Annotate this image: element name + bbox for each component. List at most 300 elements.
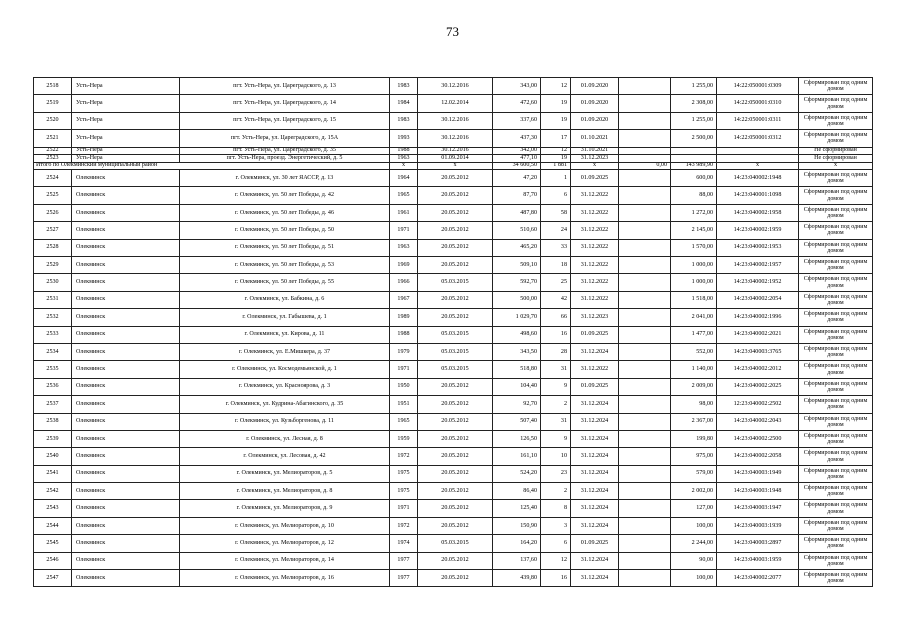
- inclusion-date-cell: 30.12.2016: [418, 130, 493, 147]
- address-cell: г. Олекминск, ул. Лесовая, д. 42: [180, 448, 390, 465]
- deadline-date-cell: 01.09.2020: [571, 112, 619, 129]
- year-built-cell: 1965: [390, 413, 418, 430]
- inclusion-date-cell: 20.05.2012: [418, 517, 493, 534]
- address-cell: г. Олекминск, ул. Мелиораторов, д. 8: [180, 483, 390, 500]
- address-cell: г. Олекминск, ул. Кудрина-Абагинского, д. 35: [180, 396, 390, 413]
- settlement-cell: Усть-Нера: [72, 155, 180, 163]
- land-area-cell: 2 145,00: [671, 222, 717, 239]
- area-cell: 343,50: [493, 343, 541, 360]
- land-status-cell: Не сформирован: [799, 147, 873, 155]
- settlement-cell: Усть-Нера: [72, 95, 180, 112]
- total-residents-cell: 1 881: [541, 162, 571, 170]
- settlement-cell: Усть-Нера: [72, 78, 180, 95]
- deadline-date-cell: 01.09.2025: [571, 378, 619, 395]
- land-status-cell: Сформирован под одним домом: [799, 552, 873, 569]
- area-cell: 510,60: [493, 222, 541, 239]
- address-cell: пгт. Усть-Нера, ул. Цареградского, д. 14: [180, 95, 390, 112]
- land-area-cell: 1 000,00: [671, 274, 717, 291]
- residents-count-cell: 9: [541, 430, 571, 447]
- land-status-cell: Сформирован под одним домом: [799, 570, 873, 587]
- land-status-cell: Сформирован под одним домом: [799, 326, 873, 343]
- empty-cell: [619, 239, 671, 256]
- year-built-cell: 1961: [390, 204, 418, 221]
- area-cell: 137,60: [493, 552, 541, 569]
- land-status-cell: Сформирован под одним домом: [799, 130, 873, 147]
- inclusion-date-cell: 05.03.2015: [418, 535, 493, 552]
- cadastral-number-cell: 14:22:050001:0309: [717, 78, 799, 95]
- cadastral-number-cell: 14:23:040002:1952: [717, 274, 799, 291]
- deadline-date-cell: 31.12.2023: [571, 155, 619, 163]
- settlement-cell: Олекминск: [72, 483, 180, 500]
- year-built-cell: 1983: [390, 112, 418, 129]
- year-built-cell: 1964: [390, 170, 418, 187]
- residents-count-cell: 8: [541, 500, 571, 517]
- land-area-cell: 1 477,00: [671, 326, 717, 343]
- table-row: [34, 396, 873, 413]
- land-area-cell: 2 308,00: [671, 95, 717, 112]
- row-number-cell: 2541: [34, 465, 72, 482]
- land-status-cell: Сформирован под одним домом: [799, 535, 873, 552]
- table-row: [34, 570, 873, 587]
- year-built-cell: 1988: [390, 147, 418, 155]
- total-row: [34, 162, 873, 170]
- area-cell: 524,20: [493, 465, 541, 482]
- year-built-cell: 1974: [390, 535, 418, 552]
- land-status-cell: Сформирован под одним домом: [799, 204, 873, 221]
- inclusion-date-cell: 30.12.2016: [418, 112, 493, 129]
- row-number-cell: 2534: [34, 343, 72, 360]
- cadastral-number-cell: 12:23:040002:2502: [717, 396, 799, 413]
- land-area-cell: 1 255,00: [671, 78, 717, 95]
- residents-count-cell: 6: [541, 535, 571, 552]
- year-built-cell: 1971: [390, 222, 418, 239]
- settlement-cell: Олекминск: [72, 448, 180, 465]
- inclusion-date-cell: 05.03.2015: [418, 343, 493, 360]
- cadastral-number-cell: 14:23:040003:1939: [717, 517, 799, 534]
- land-status-cell: Сформирован под одним домом: [799, 448, 873, 465]
- land-area-cell: 1 000,00: [671, 257, 717, 274]
- empty-cell: [619, 396, 671, 413]
- table-row: [34, 257, 873, 274]
- year-built-cell: 1984: [390, 95, 418, 112]
- land-area-cell: 98,00: [671, 396, 717, 413]
- land-status-cell: Сформирован под одним домом: [799, 170, 873, 187]
- deadline-date-cell: 01.10.2021: [571, 130, 619, 147]
- land-status-cell: Не сформирован: [799, 155, 873, 163]
- inclusion-date-cell: 20.05.2012: [418, 483, 493, 500]
- land-status-cell: Сформирован под одним домом: [799, 517, 873, 534]
- row-number-cell: 2546: [34, 552, 72, 569]
- inclusion-date-cell: 20.05.2012: [418, 257, 493, 274]
- table-row: [34, 413, 873, 430]
- area-cell: 1 029,70: [493, 309, 541, 326]
- inclusion-date-cell: 20.05.2012: [418, 413, 493, 430]
- land-area-cell: 2 367,00: [671, 413, 717, 430]
- settlement-cell: Олекминск: [72, 274, 180, 291]
- row-number-cell: 2528: [34, 239, 72, 256]
- empty-cell: [619, 78, 671, 95]
- row-number-cell: 2545: [34, 535, 72, 552]
- land-status-cell: Сформирован под одним домом: [799, 187, 873, 204]
- deadline-date-cell: 31.12.2022: [571, 222, 619, 239]
- empty-cell: [619, 155, 671, 163]
- area-cell: 87,70: [493, 187, 541, 204]
- cadastral-number-cell: 14:23:040003:1948: [717, 483, 799, 500]
- inclusion-date-cell: 05.03.2015: [418, 274, 493, 291]
- area-cell: 161,10: [493, 448, 541, 465]
- settlement-cell: Олекминск: [72, 204, 180, 221]
- settlement-cell: Олекминск: [72, 257, 180, 274]
- table-row: [34, 378, 873, 395]
- year-built-cell: 1993: [390, 130, 418, 147]
- residents-count-cell: 58: [541, 204, 571, 221]
- empty-cell: [619, 413, 671, 430]
- row-number-cell: 2544: [34, 517, 72, 534]
- land-area-cell: 1 272,00: [671, 204, 717, 221]
- cadastral-number-cell: 14:23:040003:1949: [717, 465, 799, 482]
- empty-cell: [619, 130, 671, 147]
- total-empty-cell: 0,00: [619, 162, 671, 170]
- total-x-cell: х: [418, 162, 493, 170]
- deadline-date-cell: 31.12.2024: [571, 430, 619, 447]
- land-status-cell: Сформирован под одним домом: [799, 309, 873, 326]
- area-cell: 92,70: [493, 396, 541, 413]
- table-row: [34, 552, 873, 569]
- residents-count-cell: 19: [541, 112, 571, 129]
- land-status-cell: Сформирован под одним домом: [799, 239, 873, 256]
- settlement-cell: Олекминск: [72, 239, 180, 256]
- address-cell: г. Олекминск, ул. 50 лет Победы, д. 51: [180, 239, 390, 256]
- cadastral-number-cell: 14:23:040003:1947: [717, 500, 799, 517]
- address-cell: г. Олекминск, ул. Мелиораторов, д. 12: [180, 535, 390, 552]
- year-built-cell: 1977: [390, 570, 418, 587]
- deadline-date-cell: 01.09.2020: [571, 78, 619, 95]
- row-number-cell: 2543: [34, 500, 72, 517]
- settlement-cell: Усть-Нера: [72, 130, 180, 147]
- residents-count-cell: 16: [541, 570, 571, 587]
- settlement-cell: Олекминск: [72, 361, 180, 378]
- empty-cell: [619, 274, 671, 291]
- table-row: [34, 326, 873, 343]
- table-row: [34, 430, 873, 447]
- address-cell: г. Олекминск, ул. Габышева, д. 1: [180, 309, 390, 326]
- cadastral-number-cell: 14:23:040002:2012: [717, 361, 799, 378]
- land-area-cell: 90,00: [671, 552, 717, 569]
- table-row: [34, 465, 873, 482]
- area-cell: 126,50: [493, 430, 541, 447]
- empty-cell: [619, 187, 671, 204]
- empty-cell: [619, 483, 671, 500]
- settlement-cell: Олекминск: [72, 535, 180, 552]
- table-row: [34, 291, 873, 308]
- address-cell: г. Олекминск, ул. Бабкина, д. 6: [180, 291, 390, 308]
- empty-cell: [619, 147, 671, 155]
- address-cell: г. Олекминск, ул. 50 лет Победы, д. 53: [180, 257, 390, 274]
- total-x-cell: х: [571, 162, 619, 170]
- address-cell: г. Олекминск, ул. Мелиораторов, д. 16: [180, 570, 390, 587]
- inclusion-date-cell: 20.05.2012: [418, 309, 493, 326]
- year-built-cell: 1959: [390, 430, 418, 447]
- row-number-cell: 2540: [34, 448, 72, 465]
- settlement-cell: Олекминск: [72, 465, 180, 482]
- inclusion-date-cell: 20.05.2012: [418, 291, 493, 308]
- deadline-date-cell: 31.12.2022: [571, 187, 619, 204]
- deadline-date-cell: 31.12.2024: [571, 396, 619, 413]
- empty-cell: [619, 170, 671, 187]
- residents-count-cell: 24: [541, 222, 571, 239]
- year-built-cell: 1971: [390, 500, 418, 517]
- area-cell: 465,20: [493, 239, 541, 256]
- deadline-date-cell: 31.12.2022: [571, 291, 619, 308]
- table-row: [34, 155, 873, 163]
- row-number-cell: 2522: [34, 147, 72, 155]
- deadline-date-cell: 31.12.2024: [571, 517, 619, 534]
- land-area-cell: 2 244,00: [671, 535, 717, 552]
- area-cell: 518,80: [493, 361, 541, 378]
- land-status-cell: Сформирован под одним домом: [799, 483, 873, 500]
- deadline-date-cell: 31.12.2024: [571, 465, 619, 482]
- land-area-cell: 2 500,00: [671, 130, 717, 147]
- residents-count-cell: 12: [541, 552, 571, 569]
- land-area-cell: 127,00: [671, 500, 717, 517]
- cadastral-number-cell: 14:23:040003:3765: [717, 343, 799, 360]
- area-cell: 343,00: [493, 78, 541, 95]
- empty-cell: [619, 517, 671, 534]
- table-row: [34, 130, 873, 147]
- total-x-cell: х: [799, 162, 873, 170]
- year-built-cell: 1983: [390, 78, 418, 95]
- area-cell: 472,60: [493, 95, 541, 112]
- settlement-cell: Олекминск: [72, 500, 180, 517]
- inclusion-date-cell: 20.05.2012: [418, 239, 493, 256]
- settlement-cell: Олекминск: [72, 552, 180, 569]
- area-cell: 86,40: [493, 483, 541, 500]
- empty-cell: [619, 361, 671, 378]
- deadline-date-cell: 31.12.2022: [571, 274, 619, 291]
- inclusion-date-cell: 20.05.2012: [418, 448, 493, 465]
- residents-count-cell: 17: [541, 130, 571, 147]
- table-row: [34, 78, 873, 95]
- address-cell: пгт. Усть-Нера, ул. Цареградского, д. 15: [180, 112, 390, 129]
- land-status-cell: Сформирован под одним домом: [799, 274, 873, 291]
- residents-count-cell: 28: [541, 343, 571, 360]
- table-row: [34, 517, 873, 534]
- cadastral-number-cell: 14:23:040002:1953: [717, 239, 799, 256]
- row-number-cell: 2520: [34, 112, 72, 129]
- residents-count-cell: 18: [541, 257, 571, 274]
- settlement-cell: Олекминск: [72, 291, 180, 308]
- table-row: [34, 448, 873, 465]
- cadastral-number-cell: 14:23:040002:2058: [717, 448, 799, 465]
- cadastral-number-cell: 14:23:040001:1098: [717, 187, 799, 204]
- residents-count-cell: 3: [541, 517, 571, 534]
- cadastral-number-cell: 14:22:050001:0312: [717, 130, 799, 147]
- year-built-cell: 1977: [390, 552, 418, 569]
- deadline-date-cell: 31.12.2022: [571, 204, 619, 221]
- row-number-cell: 2536: [34, 378, 72, 395]
- address-cell: г. Олекминск, ул. Космодемьянской, д. 1: [180, 361, 390, 378]
- deadline-date-cell: 01.09.2025: [571, 326, 619, 343]
- inclusion-date-cell: 05.03.2015: [418, 326, 493, 343]
- row-number-cell: 2537: [34, 396, 72, 413]
- table-row: [34, 309, 873, 326]
- land-status-cell: Сформирован под одним домом: [799, 500, 873, 517]
- settlement-cell: Олекминск: [72, 326, 180, 343]
- area-cell: 592,70: [493, 274, 541, 291]
- land-area-cell: 100,00: [671, 517, 717, 534]
- year-built-cell: 1966: [390, 274, 418, 291]
- row-number-cell: 2539: [34, 430, 72, 447]
- address-cell: г. Олекминск, ул. Лесная, д. 8: [180, 430, 390, 447]
- residents-count-cell: 42: [541, 291, 571, 308]
- residents-count-cell: 12: [541, 78, 571, 95]
- table-row: [34, 95, 873, 112]
- cadastral-number-cell: 14:22:050001:0311: [717, 112, 799, 129]
- residents-count-cell: 9: [541, 378, 571, 395]
- empty-cell: [619, 95, 671, 112]
- year-built-cell: 1975: [390, 483, 418, 500]
- inclusion-date-cell: 20.05.2012: [418, 187, 493, 204]
- residents-count-cell: 25: [541, 274, 571, 291]
- area-cell: 498,60: [493, 326, 541, 343]
- year-built-cell: 1963: [390, 155, 418, 163]
- land-area-cell: 600,00: [671, 170, 717, 187]
- deadline-date-cell: 31.12.2024: [571, 343, 619, 360]
- settlement-cell: Олекминск: [72, 378, 180, 395]
- land-area-cell: 2 009,00: [671, 378, 717, 395]
- residents-count-cell: 31: [541, 413, 571, 430]
- row-number-cell: 2538: [34, 413, 72, 430]
- row-number-cell: 2527: [34, 222, 72, 239]
- settlement-cell: Олекминск: [72, 517, 180, 534]
- address-cell: г. Олекминск, ул. Е.Мишкера, д. 37: [180, 343, 390, 360]
- settlement-cell: Усть-Нера: [72, 112, 180, 129]
- land-status-cell: Сформирован под одним домом: [799, 112, 873, 129]
- deadline-date-cell: 31.10.2021: [571, 147, 619, 155]
- total-land-area-cell: 143 989,90: [671, 162, 717, 170]
- table-row: [34, 343, 873, 360]
- year-built-cell: 1965: [390, 187, 418, 204]
- address-cell: пгт. Усть-Нера, ул. Цареградского, д. 35: [180, 147, 390, 155]
- area-cell: 437,30: [493, 130, 541, 147]
- residents-count-cell: 16: [541, 326, 571, 343]
- settlement-cell: Олекминск: [72, 187, 180, 204]
- residents-count-cell: 2: [541, 483, 571, 500]
- table-row: [34, 239, 873, 256]
- year-built-cell: 1967: [390, 291, 418, 308]
- table-row: [34, 147, 873, 155]
- land-status-cell: Сформирован под одним домом: [799, 95, 873, 112]
- empty-cell: [619, 222, 671, 239]
- inclusion-date-cell: 20.05.2012: [418, 396, 493, 413]
- area-cell: 500,00: [493, 291, 541, 308]
- residents-count-cell: 31: [541, 361, 571, 378]
- year-built-cell: 1975: [390, 465, 418, 482]
- cadastral-number-cell: [717, 155, 799, 163]
- cadastral-number-cell: 14:23:040002:2500: [717, 430, 799, 447]
- settlement-cell: Усть-Нера: [72, 147, 180, 155]
- deadline-date-cell: 31.12.2022: [571, 239, 619, 256]
- total-area-cell: 34 600,50: [493, 162, 541, 170]
- empty-cell: [619, 552, 671, 569]
- area-cell: 487,80: [493, 204, 541, 221]
- inclusion-date-cell: 20.05.2012: [418, 570, 493, 587]
- land-area-cell: 1 255,00: [671, 112, 717, 129]
- inclusion-date-cell: 20.05.2012: [418, 378, 493, 395]
- land-status-cell: Сформирован под одним домом: [799, 430, 873, 447]
- area-cell: 164,20: [493, 535, 541, 552]
- address-cell: г. Олекминск, ул. 50 лет Победы, д. 42: [180, 187, 390, 204]
- deadline-date-cell: 31.12.2024: [571, 413, 619, 430]
- land-area-cell: 2 041,00: [671, 309, 717, 326]
- inclusion-date-cell: 20.05.2012: [418, 465, 493, 482]
- cadastral-number-cell: 14:23:040002:1958: [717, 204, 799, 221]
- empty-cell: [619, 465, 671, 482]
- cadastral-number-cell: 14:23:040002:1948: [717, 170, 799, 187]
- inclusion-date-cell: 20.05.2012: [418, 500, 493, 517]
- address-cell: г. Олекминск, ул. Мелиораторов, д. 9: [180, 500, 390, 517]
- deadline-date-cell: 31.12.2024: [571, 448, 619, 465]
- land-status-cell: Сформирован под одним домом: [799, 361, 873, 378]
- table-row: [34, 483, 873, 500]
- address-cell: г. Олекминск, ул. Красноярова, д. 3: [180, 378, 390, 395]
- row-number-cell: 2526: [34, 204, 72, 221]
- area-cell: 104,40: [493, 378, 541, 395]
- settlement-cell: Олекминск: [72, 343, 180, 360]
- row-number-cell: 2521: [34, 130, 72, 147]
- residents-count-cell: 2: [541, 396, 571, 413]
- land-area-cell: 1 140,00: [671, 361, 717, 378]
- row-number-cell: 2533: [34, 326, 72, 343]
- cadastral-number-cell: [717, 147, 799, 155]
- total-x-cell: х: [717, 162, 799, 170]
- empty-cell: [619, 430, 671, 447]
- land-area-cell: [671, 147, 717, 155]
- year-built-cell: 1972: [390, 517, 418, 534]
- table-row: [34, 535, 873, 552]
- page-number: 73: [446, 24, 459, 39]
- land-area-cell: 552,00: [671, 343, 717, 360]
- deadline-date-cell: 01.09.2025: [571, 170, 619, 187]
- area-cell: 337,60: [493, 112, 541, 129]
- row-number-cell: 2523: [34, 155, 72, 163]
- area-cell: 439,80: [493, 570, 541, 587]
- year-built-cell: 1988: [390, 326, 418, 343]
- inclusion-date-cell: 30.12.2016: [418, 147, 493, 155]
- land-area-cell: 1 570,00: [671, 239, 717, 256]
- address-cell: г. Олекминск, ул. Мелиораторов, д. 10: [180, 517, 390, 534]
- land-area-cell: 1 518,00: [671, 291, 717, 308]
- table-row: [34, 204, 873, 221]
- address-cell: г. Олекминск, ул. Мелиораторов, д. 5: [180, 465, 390, 482]
- year-built-cell: 1963: [390, 239, 418, 256]
- settlement-cell: Олекминск: [72, 430, 180, 447]
- row-number-cell: 2547: [34, 570, 72, 587]
- residents-count-cell: 19: [541, 95, 571, 112]
- inclusion-date-cell: 20.05.2012: [418, 170, 493, 187]
- residents-count-cell: 1: [541, 170, 571, 187]
- deadline-date-cell: 31.12.2023: [571, 309, 619, 326]
- land-status-cell: Сформирован под одним домом: [799, 465, 873, 482]
- address-cell: г. Олекминск, ул. 30 лет ЯАССР, д. 13: [180, 170, 390, 187]
- year-built-cell: 1950: [390, 378, 418, 395]
- total-x-cell: х: [390, 162, 418, 170]
- deadline-date-cell: 01.09.2020: [571, 95, 619, 112]
- settlement-cell: Олекминск: [72, 570, 180, 587]
- area-cell: 342,00: [493, 147, 541, 155]
- empty-cell: [619, 343, 671, 360]
- row-number-cell: 2531: [34, 291, 72, 308]
